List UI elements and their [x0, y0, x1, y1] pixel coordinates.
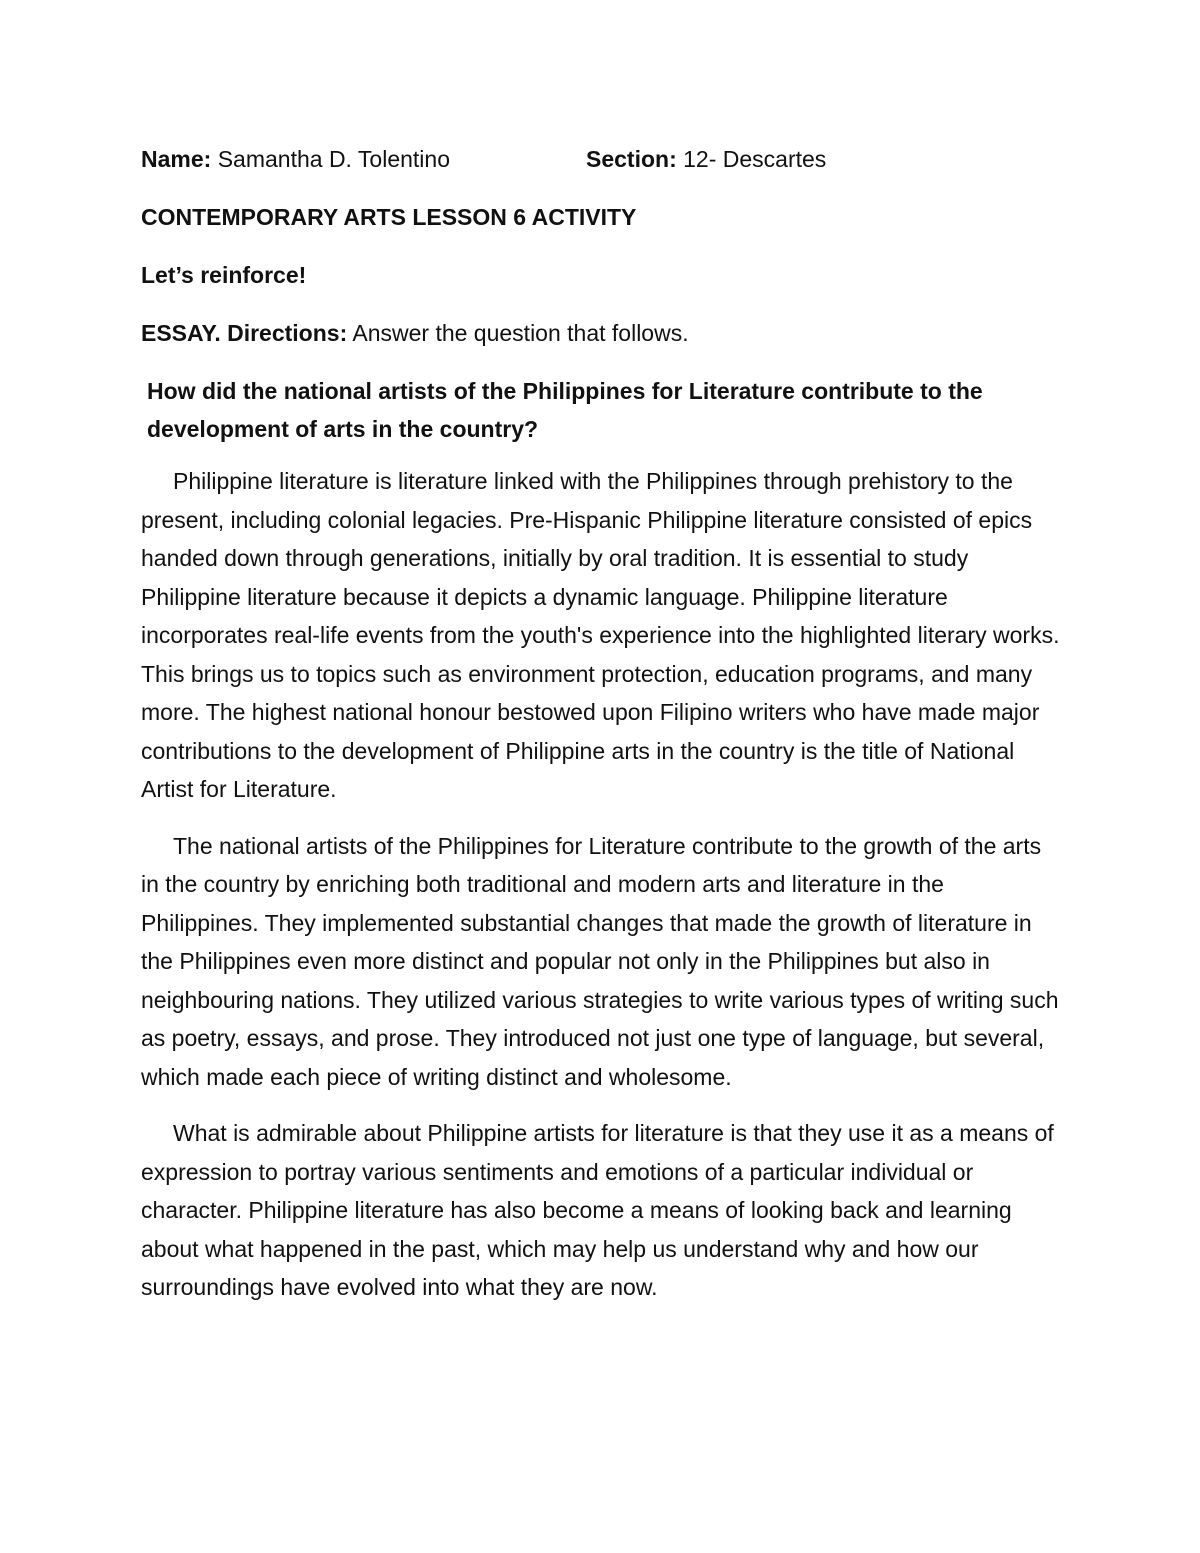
- subtitle-text: Let’s reinforce!: [141, 262, 307, 288]
- directions-text: Answer the question that follows.: [352, 320, 689, 346]
- section-label: Section:: [586, 146, 677, 172]
- name-label: Name:: [141, 146, 212, 172]
- section-field: [586, 140, 826, 178]
- name-field: [141, 140, 450, 178]
- document-title-text: CONTEMPORARY ARTS LESSON 6 ACTIVITY: [141, 204, 637, 230]
- subtitle: [141, 256, 1061, 294]
- document-page: [141, 140, 1061, 1307]
- section-value: 12- Descartes: [683, 146, 827, 172]
- document-title: [141, 198, 1061, 236]
- essay-question-text: How did the national artists of the Philippines for Literature contribute to the development of arts in the country?: [147, 378, 983, 442]
- student-info-row: [141, 140, 1061, 178]
- essay-paragraph-1: Philippine literature is literature linked with the Philippines through prehistory to the present, including colonial legacies. Pre-Hispanic Philippine literature consisted of epics handed down through generations, initially by oral tradition. It is essential to study Philippine literature because it depicts a dynamic language. Philippine literature incorporates real-life events from the youth's experience into the highlighted literary works. This brings us to topics such as environment protection, education programs, and many more. The highest national honour bestowed upon Filipino writers who have made major contributions to the development of Philippine arts in the country is the title of National Artist for Literature.: [141, 468, 1060, 802]
- directions: [141, 314, 1061, 352]
- directions-label: ESSAY. Directions:: [141, 320, 348, 346]
- name-value: Samantha D. Tolentino: [217, 146, 450, 172]
- essay-paragraph-3: What is admirable about Philippine artists for literature is that they use it as a means of expression to portray various sentiments and emotions of a particular individual or character. Philippine literature has also become a means of looking back and learning about what happened in the past, which may help us understand why and how our surroundings have evolved into what they are now.: [141, 1120, 1054, 1300]
- essay-question: [141, 372, 1061, 448]
- essay-paragraph-2: The national artists of the Philippines for Literature contribute to the growth of the arts in the country by enriching both traditional and modern arts and literature in the Philippines. They implemented substantial changes that made the growth of literature in the Philippines even more distinct and popular not only in the Philippines but also in neighbouring nations. They utilized various strategies to write various types of writing such as poetry, essays, and prose. They introduced not just one type of language, but several, which made each piece of writing distinct and wholesome.: [141, 832, 1059, 1090]
